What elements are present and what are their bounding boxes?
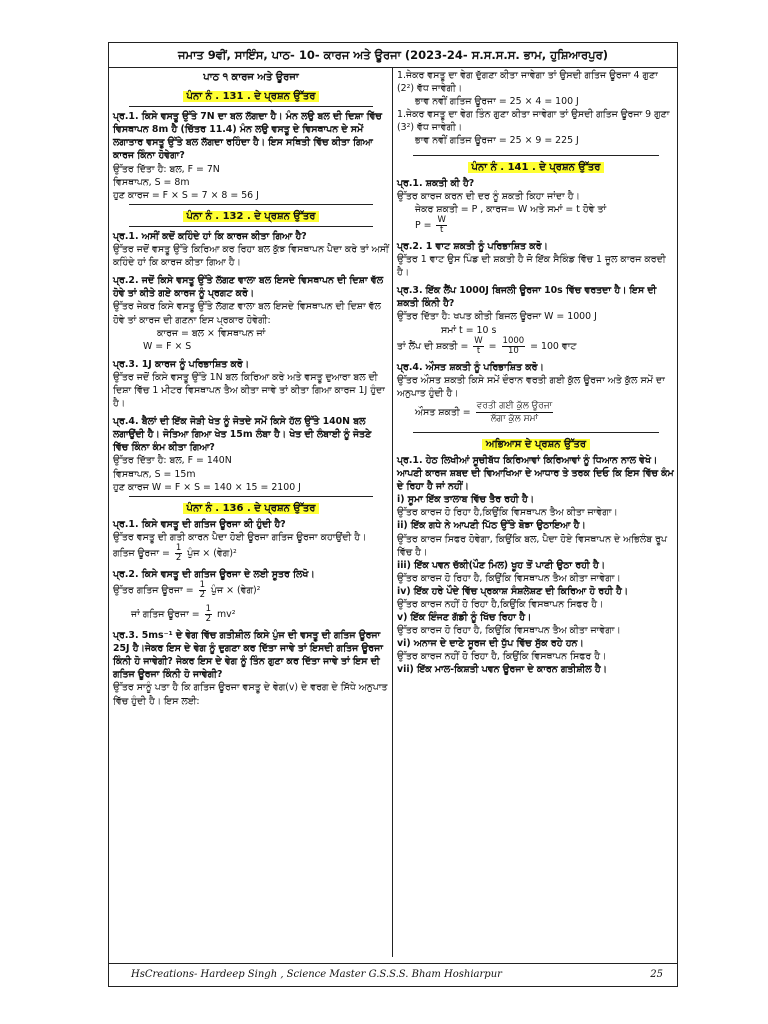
fraction: $\frac{W}{t}$ [474,335,483,356]
section-heading-exercise: ਅਭਿਆਸ ਦੇ ਪ੍ਰਸ਼ਨ ਉੱਤਰ [397,438,675,451]
answer: ਉੱਤਰ ਕਾਰਜ ਸਿਫਰ ਹੋਵੇਗਾ, ਕਿਉਂਕਿ ਬਲ, ਪੈਦਾ ਹੋਏ ਵਿਸਥਾਪਨ ਦੇ ਅਭਿਲੰਬ ਰੂਪ ਵਿੱਚ ਹੈ। [397,533,667,558]
section-heading-136: ਪੰਨਾ ਨੰ . 136 . ਦੇ ਪ੍ਰਸ਼ਨ ਉੱਤਰ [113,502,389,515]
question: ਪ੍ਰ.1. ਅਸੀਂ ਕਦੋਂ ਕਹਿੰਦੇ ਹਾਂ ਕਿ ਕਾਰਜ ਕੀਤਾ ਗਿਆ ਹੈ? [113,230,307,242]
answer: ਵਿਸਥਾਪਨ, S = 8m [113,176,190,188]
answer: ਉੱਤਰ ਕਾਰਜ ਹੋ ਰਿਹਾ ਹੈ, ਕਿਉਂਕਿ ਵਿਸਥਾਪਨ ਤੈਅ ਕੀਤਾ ਜਾਵੇਗਾ। [397,572,621,584]
section-rule [129,106,373,107]
answer: ਉੱਤਰ 1 ਵਾਟ ਉਸ ਪਿੰਡ ਦੀ ਸ਼ਕਤੀ ਹੈ ਜੋ ਇੱਕ ਸੈਕਿੰਡ ਵਿੱਚ 1 ਜੂਲ ਕਾਰਜ ਕਰਦੀ ਹੈ। [397,254,666,279]
question: ਪ੍ਰ.2. ਜਦੋਂ ਕਿਸੇ ਵਸਤੂ ਉੱਤੇ ਲੱਗਣ ਵਾਲਾ ਬਲ ਇਸਦੇ ਵਿਸਥਾਪਨ ਦੀ ਦਿਸ਼ਾ ਵੱਲ ਹੋਵੇ ਤਾਂ ਕੀਤੇ ਗਏ ਕਾਰਜ ਨੂੰ ਪ੍ਰਗਟ ਕਰੋ। [113,275,384,300]
formula: ਔਸਤ ਸ਼ਕਤੀ = $\frac{\text{ਵਰਤੀ ਗਈ ਕੁੱਲ ਊਰਜਾ}}{\text{ਲੱਗਾ ਕੁੱਲ ਸਮਾਂ}}$ [415,400,553,424]
answer: ਉੱਤਰ ਕਾਰਜ ਹੋ ਰਿਹਾ ਹੈ,ਕਿਉਂਕਿ ਵਿਸਥਾਪਨ ਤੈਅ ਕੀਤਾ ਜਾਵੇਗਾ। [397,507,618,519]
question: ਪ੍ਰ.1. ਹੇਠ ਲਿਖੀਆਂ ਸੂਚੀਬੱਧ ਕਿਰਿਆਵਾਂ ਕਿਰਿਆਵਾਂ ਨੂੰ ਧਿਆਨ ਨਾਲ ਵੇਖੋ। ਆਪਣੀ ਕਾਰਜ ਸ਼ਬਦ ਦੀ ਵਿਆਖਿਆ ਦੇ ਆਧਾਰ ਤੇ ਤਰਕ ਦਿਓ ਕਿ ਇਸ ਵਿੱਚ ਕੰਮ ਦੇ ਰਿਹਾ ਹੈ ਜਾਂ ਨਹੀਂ। [397,454,674,493]
answer: ਉੱਤਰ ਕਾਰਜ ਹੋ ਰਿਹਾ ਹੈ, ਕਿਉਂਕਿ ਵਿਸਥਾਪਨ ਤੈਅ ਕੀਤਾ ਜਾਵੇਗਾ। [397,625,621,637]
answer: ਭਾਵ ਨਵੀਂ ਗਤਿਜ ਊਰਜਾ = 25 × 4 = 100 J [415,96,579,108]
answer: ਹੁਣ ਕਾਰਜ W = F × S = 140 × 15 = 2100 J [113,481,301,493]
question: ਪ੍ਰ.1. ਸ਼ਕਤੀ ਕੀ ਹੈ? [397,177,475,189]
question: ਪ੍ਰ.3. ਇੱਕ ਲੈਂਪ 1000J ਬਿਜਲੀ ਊਰਜਾ 10s ਵਿੱਚ ਵਰਤਦਾ ਹੈ। ਇਸ ਦੀ ਸ਼ਕਤੀ ਕਿੰਨੀ ਹੈ? [397,285,657,310]
page-number: 25 [650,969,663,980]
formula: ਤਾਂ ਲੈਂਪ ਦੀ ਸ਼ਕਤੀ = $\frac{W}{t}$ = $\frac{1000}{10}$ = 100 ਵਾਟ [397,335,577,356]
sub-question: iii) ਇੱਕ ਪਵਨ ਚੱਕੀ(ਪੌਣ ਮਿਲ) ਖੂਹ ਤੋਂ ਪਾਣੀ ਉਠਾ ਰਹੀ ਹੈ। [397,559,606,571]
answer: ਉੱਤਰ ਦਿੱਤਾ ਹੈ: ਬਲ, F = 140N [113,455,232,467]
sub-question: v) ਇੱਕ ਇੰਜਣ ਗੱਡੀ ਨੂੰ ਖਿੱਚ ਰਿਹਾ ਹੈ। [397,612,532,624]
answer: ਜੇਕਰ ਸ਼ਕਤੀ = P , ਕਾਰਜ= W ਅਤੇ ਸਮਾਂ = t ਹੋਵੇ ਤਾਂ [415,203,607,215]
answer: ਹੁਣ ਕਾਰਜ = F × S = 7 × 8 = 56 J [113,189,259,201]
formula: ਜਾਂ ਗਤਿਜ ਊਰਜਾ = $\frac{1}{2}$ mv² [131,604,236,625]
answer: ਉੱਤਰ ਔਸਤ ਸ਼ਕਤੀ ਕਿਸੇ ਸਮੇਂ ਦੌਰਾਨ ਵਰਤੀ ਗਈ ਕੁੱਲ ਊਰਜਾ ਅਤੇ ਕੁੱਲ ਸਮੇਂ ਦਾ ਅਨੁਪਾਤ ਹੁੰਦੀ ਹੈ। [397,374,665,399]
question: ਪ੍ਰ.1. ਕਿਸੇ ਵਸਤੂ ਦੀ ਗਤਿਜ ਊਰਜਾ ਕੀ ਹੁੰਦੀ ਹੈ? [113,518,286,530]
fraction: $\frac{1}{2}$ [199,580,205,601]
sub-question: vii) ਇੱਕ ਮਾਲ-ਕਿਸ਼ਤੀ ਪਵਨ ਊਰਜਾ ਦੇ ਕਾਰਨ ਗਤੀਸ਼ੀਲ ਹੈ। [397,664,607,676]
page-footer [109,963,677,986]
question: ਪ੍ਰ.3. 1J ਕਾਰਜ ਨੂੰ ਪਰਿਭਾਸ਼ਿਤ ਕਰੋ। [113,358,250,370]
chapter-title: ਪਾਠ ੧ ਕਾਰਜ ਅਤੇ ਊਰਜਾ [203,72,299,83]
answer: 1.ਜੇਕਰ ਵਸਤੂ ਦਾ ਵੇਗ ਤਿੰਨ ਗੁਣਾ ਕੀਤਾ ਜਾਵੇਗਾ ਤਾਂ ਉਸਦੀ ਗਤਿਜ ਊਰਜਾ 9 ਗੁਣਾ (3²) ਵੱਧ ਜਾਵੇਗੀ। [397,109,670,134]
question: ਪ੍ਰ.1. ਕਿਸੇ ਵਸਤੂ ਉੱਤੇ 7N ਦਾ ਬਲ ਲੱਗਦਾ ਹੈ। ਮੰਨ ਲਉ ਬਲ ਦੀ ਦਿਸ਼ਾ ਵਿੱਚ ਵਿਸਥਾਪਨ 8m ਹੈ (ਚਿੱਤਰ 11.4) ਮੰਨ ਲਉ ਵਸਤੂ ਦੇ ਵਿਸਥਾਪਨ ਦੇ ਸਮੇਂ ਲਗਾਤਾਰ ਵਸਤੂ ਉੱਤੇ ਬਲ ਲੱਗਦਾ ਰਹਿੰਦਾ ਹੈ। ਇਸ ਸਥਿਤੀ ਵਿੱਚ ਕੀਤਾ ਗਿਆ ਕਾਰਜ ਕਿੰਨਾ ਹੋਵੇਗਾ? [113,111,382,162]
right-column [397,69,675,677]
sub-question: ii) ਇੱਕ ਗਧੇ ਨੇ ਆਪਣੀ ਪਿੱਠ ਉੱਤੇ ਬੋਝਾ ਉਠਾਇਆ ਹੈ। [397,520,586,532]
answer: ਉੱਤਰ ਜਦੋਂ ਕਿਸੇ ਵਸਤੂ ਉੱਤੇ 1N ਬਲ ਕਿਰਿਆ ਕਰੇ ਅਤੇ ਵਸਤੂ ਦੁਆਰਾ ਬਲ ਦੀ ਦਿਸ਼ਾ ਵਿੱਚ 1 ਮੀਟਰ ਵਿਸਥਾਪਨ ਤੈਅ ਕੀਤਾ ਜਾਵੇ ਤਾਂ ਕੀਤਾ ਗਿਆ ਕਾਰਜ 1J ਹੁੰਦਾ ਹੈ। [113,371,385,410]
answer: ਸਮਾਂ t = 10 s [441,324,497,336]
answer: ਉੱਤਰ ਦਿੱਤਾ ਹੈ: ਬਲ, F = 7N [113,163,220,175]
fraction: $\frac{W}{t}$ [437,214,446,235]
question: ਪ੍ਰ.4. ਔਸਤ ਸ਼ਕਤੀ ਨੂੰ ਪਰਿਭਾਸ਼ਿਤ ਕਰੋ। [397,361,544,373]
section-rule [129,226,373,227]
answer: ਵਿਸਥਾਪਨ, S = 15m [113,468,196,480]
answer: 1.ਜੇਕਰ ਵਸਤੂ ਦਾ ਵੇਗ ਦੁੱਗਣਾ ਕੀਤਾ ਜਾਵੇਗਾ ਤਾਂ ਉਸਦੀ ਗਤਿਜ ਊਰਜਾ 4 ਗੁਣਾ (2²) ਵੱਧ ਜਾਵੇਗੀ। [397,70,658,95]
footer-credit: HsCreations- Hardeep Singh , Science Master G.S.S.S. Bham Hoshiarpur [131,969,502,980]
question: ਪ੍ਰ.2. 1 ਵਾਟ ਸ਼ਕਤੀ ਨੂੰ ਪਰਿਭਾਸ਼ਿਤ ਕਰੋ। [397,240,548,252]
formula: ਗਤਿਜ ਊਰਜਾ = $\frac{1}{2}$ ਪੁੰਜ × (ਵੇਗ)² [113,543,237,563]
page-header: ਜਮਾਤ 9ਵੀਂ, ਸਾਇੰਸ, ਪਾਠ- 10- ਕਾਰਜ ਅਤੇ ਊਰਜਾ (2023-24- ਸ.ਸ.ਸ.ਸ. ਭਾਮ, ਹੁਸ਼ਿਆਰਪੁਰ) [109,43,677,68]
answer: ਉੱਤਰ ਵਸਤੂ ਦੀ ਗਤੀ ਕਾਰਨ ਪੈਦਾ ਹੋਈ ਊਰਜਾ ਗਤਿਜ ਊਰਜਾ ਕਹਾਉਂਦੀ ਹੈ। [113,531,367,543]
answer: ਉੱਤਰ ਸਾਨੂੰ ਪਤਾ ਹੈ ਕਿ ਗਤਿਜ ਊਰਜਾ ਵਸਤੂ ਦੇ ਵੇਗ(v) ਦੇ ਵਰਗ ਦੇ ਸਿੱਧੇ ਅਨੁਪਾਤ ਵਿੱਚ ਹੁੰਦੀ ਹੈ। ਇਸ ਲਈ: [113,682,388,707]
answer: ਉੱਤਰ ਦਿੱਤਾ ਹੈ: ਖਪਤ ਕੀਤੀ ਬਿਜਲ ਊਰਜਾ W = 1000 J [397,311,597,323]
fraction: $\frac{1}{2}$ [205,604,212,625]
section-rule [413,155,659,156]
question: ਪ੍ਰ.2. ਕਿਸੇ ਵਸਤੂ ਦੀ ਗਤਿਜ ਊਰਜਾ ਦੇ ਲਈ ਸੂਤਰ ਲਿਖੋ। [113,569,315,580]
worksheet-page [108,42,678,987]
answer: ਉੱਤਰ ਜੇਕਰ ਕਿਸੇ ਵਸਤੂ ਉੱਤੇ ਲੱਗਣ ਵਾਲਾ ਬਲ ਇਸਦੇ ਵਿਸਥਾਪਨ ਦੀ ਦਿਸ਼ਾ ਵੱਲ ਹੋਵੇ ਤਾਂ ਕਾਰਜ ਦੀ ਗਣਨਾ ਇਸ ਪ੍ਰਕਾਰ ਹੋਵੇਗੀ: [113,301,381,326]
formula: ਕਾਰਜ = ਬਲ × ਵਿਸਥਾਪਨ ਜਾਂ [157,327,266,339]
formula: W = F × S [143,340,192,352]
fraction: $\frac{1}{2}$ [175,543,182,563]
question: ਪ੍ਰ.3. 5ms⁻¹ ਦੇ ਵੇਗ ਵਿੱਚ ਗਤੀਸ਼ੀਲ ਕਿਸੇ ਪੁੰਜ ਦੀ ਵਸਤੂ ਦੀ ਗਤਿਜ ਊਰਜਾ 25J ਹੈ।ਜੇਕਰ ਇਸ ਦੇ ਵੇਗ ਨੂੰ ਦੁਗਣਾ ਕਰ ਦਿੱਤਾ ਜਾਵੇ ਤਾਂ ਇਸਦੀ ਗਤਿਜ ਊਰਜਾ ਕਿੰਨੀ ਹੋ ਜਾਵੇਗੀ? ਜੇਕਰ ਇਸ ਦੇ ਵੇਗ ਨੂੰ ਤਿੰਨ ਗੁਣਾ ਕਰ ਦਿੱਤਾ ਜਾਵੇ ਤਾਂ ਇਸ ਦੀ ਗਤਿਜ ਊਰਜਾ ਕਿੰਨੀ ਹੋ ਜਾਵੇਗੀ? [113,630,383,681]
sub-question: vi) ਅਨਾਜ ਦੇ ਦਾਣੇ ਸੂਰਜ ਦੀ ਧੁੱਪ ਵਿੱਚ ਸੁੱਕ ਰਹੇ ਹਨ। [397,638,584,650]
section-heading-131: ਪੰਨਾ ਨੰ . 131 . ਦੇ ਪ੍ਰਸ਼ਨ ਉੱਤਰ [113,90,389,103]
left-column [113,69,389,708]
answer: ਉੱਤਰ ਕਾਰਜ ਕਰਨ ਦੀ ਦਰ ਨੂੰ ਸ਼ਕਤੀ ਕਿਹਾ ਜਾਂਦਾ ਹੈ। [397,190,580,202]
fraction: $\frac{1000}{10}$ [502,335,525,356]
answer: ਭਾਵ ਨਵੀਂ ਗਤਿਜ ਊਰਜਾ = 25 × 9 = 225 J [415,135,579,147]
formula: P = $\frac{W}{t}$ [415,214,446,235]
answer: ਉੱਤਰ ਕਾਰਜ ਨਹੀਂ ਹੋ ਰਿਹਾ ਹੈ, ਕਿਉਂਕਿ ਵਿਸਥਾਪਨ ਸਿਫਰ ਹੈ। [397,651,607,663]
formula: ਉੱਤਰ ਗਤਿਜ ਊਰਜਾ = $\frac{1}{2}$ ਪੁੰਜ × (ਵੇਗ)² [113,580,261,601]
section-rule [413,432,659,433]
sub-question: iv) ਇੱਕ ਹਰੇ ਪੌਦੇ ਵਿੱਚ ਪ੍ਰਕਾਸ਼ ਸੰਸ਼ਲੇਸ਼ਣ ਦੀ ਕਿਰਿਆ ਹੋ ਰਹੀ ਹੈ। [397,585,629,597]
sub-question: i) ਸੂਮਾ ਇੱਕ ਤਾਲਾਬ ਵਿੱਚ ਤੈਰ ਰਹੀ ਹੈ। [397,494,535,506]
section-heading-132: ਪੰਨਾ ਨੰ . 132 . ਦੇ ਪ੍ਰਸ਼ਨ ਉੱਤਰ [113,210,389,223]
section-rule [129,496,373,497]
fraction: $\frac{\text{ਵਰਤੀ ਗਈ ਕੁੱਲ ਊਰਜਾ}}{\text{ਲੱਗਾ ਕੁੱਲ ਸਮਾਂ}}$ [476,400,553,424]
answer: ਉੱਤਰ ਜਦੋਂ ਵਸਤੂ ਉੱਤੇ ਕਿਰਿਆ ਕਰ ਰਿਹਾ ਬਲ ਕੁੱਝ ਵਿਸਥਾਪਨ ਪੈਦਾ ਕਰੇ ਤਾਂ ਅਸੀਂ ਕਹਿੰਦੇ ਹਾਂ ਕਿ ਕਾਰਜ ਕੀਤਾ ਗਿਆ ਹੈ। [113,244,389,269]
section-rule [129,204,373,205]
column-divider [392,67,393,957]
section-heading-141: ਪੰਨਾ ਨੰ . 141 . ਦੇ ਪ੍ਰਸ਼ਨ ਉੱਤਰ [397,161,675,174]
answer: ਉੱਤਰ ਕਾਰਜ ਨਹੀਂ ਹੋ ਰਿਹਾ ਹੈ,ਕਿਉਂਕਿ ਵਿਸਥਾਪਨ ਸਿਫਰ ਹੈ। [397,599,604,610]
question: ਪ੍ਰ.4. ਬੈਲਾਂ ਦੀ ਇੱਕ ਜੋੜੀ ਖੇਤ ਨੂੰ ਜੋਤਦੇ ਸਮੇਂ ਕਿਸੇ ਹੱਲ ਉੱਤੇ 140N ਬਲ ਲਗਾਉਂਦੀ ਹੈ। ਜੋਤਿਆ ਗਿਆ ਖੇਤ 15m ਲੰਬਾ ਹੈ। ਖੇਤ ਦੀ ਲੰਬਾਈ ਨੂੰ ਜੋਤਣੇ ਵਿੱਚ ਕਿੰਨਾ ਕੰਮ ਕੀਤਾ ਗਿਆ? [113,416,372,454]
